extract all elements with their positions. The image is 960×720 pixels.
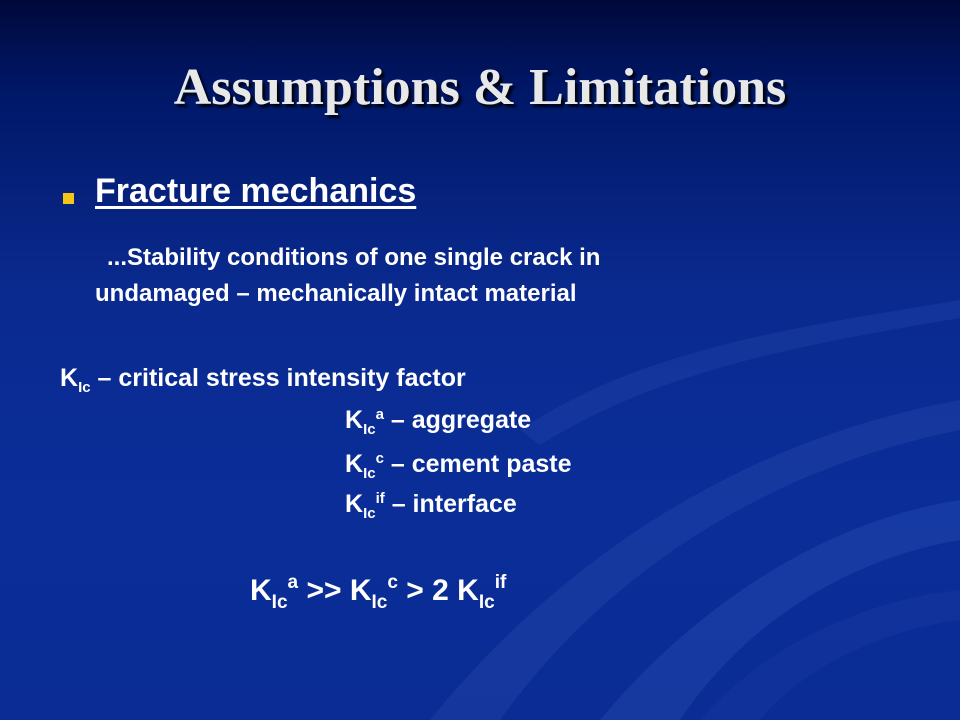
bullet-square-icon — [63, 193, 74, 204]
k-subscript: Ic — [363, 465, 376, 482]
formula-operator: > 2 — [397, 574, 458, 607]
definition-line — [60, 364, 466, 396]
component-text: – cement paste — [383, 450, 572, 478]
component-text: – aggregate — [383, 406, 532, 434]
k-symbol: K — [457, 574, 479, 607]
slide-title: Assumptions & Limitations — [173, 59, 787, 116]
k-superscript: a — [287, 572, 299, 593]
k-symbol: K — [345, 450, 364, 478]
k-subscript: Ic — [363, 505, 376, 522]
k-subscript: Ic — [78, 379, 91, 396]
k-subscript: Ic — [363, 421, 376, 438]
bullet-heading: Fracture mechanics — [95, 172, 417, 210]
component-interface — [345, 490, 517, 522]
description-line-2: undamaged – mechanically intact material — [95, 280, 577, 307]
component-cement-paste — [345, 450, 572, 482]
k-superscript: if — [375, 490, 385, 507]
k-superscript: c — [375, 450, 384, 467]
description-line-1: ...Stability conditions of one single crack in — [107, 244, 601, 271]
k-subscript: Ic — [271, 592, 288, 613]
k-symbol: K — [345, 490, 364, 518]
k-symbol: K — [349, 574, 372, 607]
component-text: – interface — [384, 490, 517, 518]
formula-operator: >> — [298, 574, 350, 607]
k-subscript: Ic — [371, 592, 388, 613]
bullet-description — [95, 240, 815, 312]
k-symbol: K — [60, 364, 79, 392]
k-symbol: K — [345, 406, 364, 434]
k-symbol: K — [250, 574, 272, 607]
inequality-formula — [250, 572, 506, 614]
k-superscript: if — [494, 572, 507, 593]
k-superscript: c — [387, 572, 398, 593]
k-superscript: a — [375, 406, 384, 423]
definition-text: – critical stress intensity factor — [90, 364, 466, 392]
component-aggregate — [345, 406, 531, 438]
k-subscript: Ic — [478, 592, 495, 613]
